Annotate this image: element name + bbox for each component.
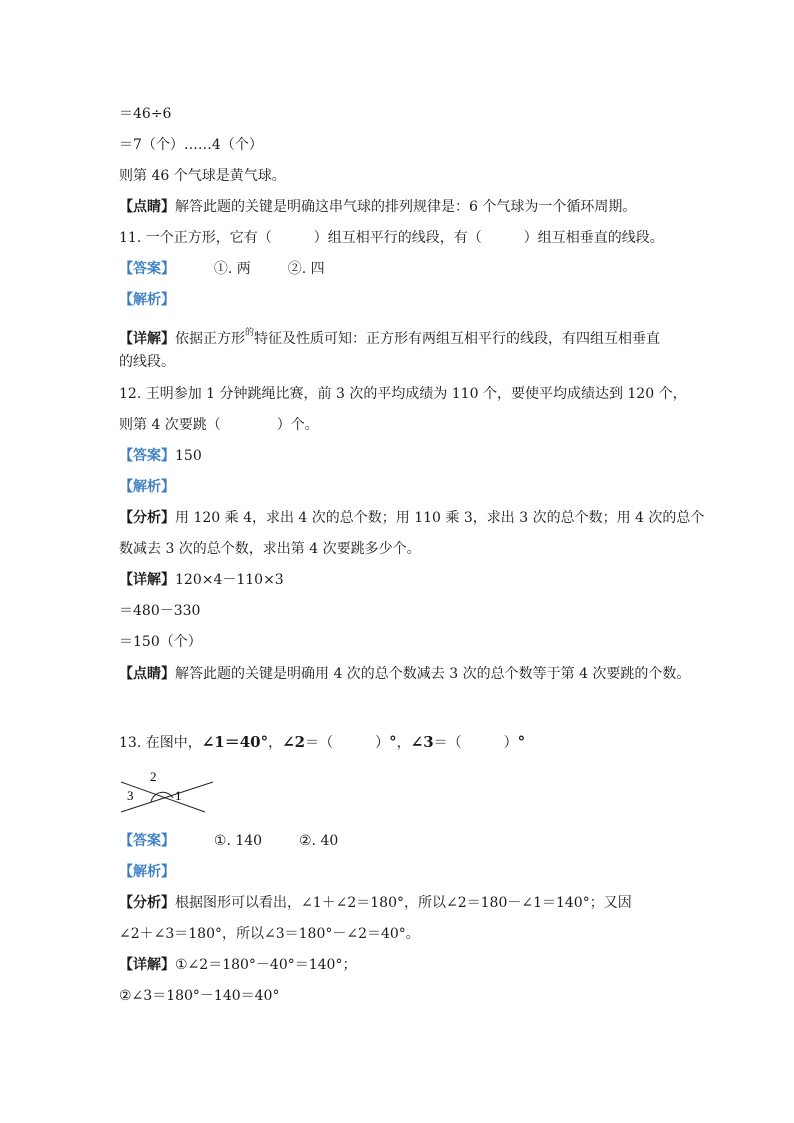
degree-sign: ° bbox=[389, 733, 397, 751]
fenxi-tag: 【分析】 bbox=[119, 895, 175, 911]
answer-2: ②. 四 bbox=[287, 261, 325, 277]
blank: ＝（ ） bbox=[305, 735, 390, 751]
comma: ， bbox=[268, 735, 283, 751]
answer-line bbox=[119, 446, 202, 466]
answer-tag: 【答案】 bbox=[119, 833, 175, 849]
analysis-tag bbox=[119, 290, 175, 310]
answer-tag: 【答案】 bbox=[119, 448, 175, 464]
intersecting-lines-figure bbox=[115, 768, 215, 816]
conclusion-line: 则第 46 个气球是黄气球。 bbox=[119, 168, 286, 184]
detail-text: ①∠2＝180°－40°＝140°； bbox=[175, 957, 357, 973]
fenxi-continued: 数减去 3 次的总个数，求出第 4 次要跳多少个。 bbox=[119, 541, 421, 557]
answer-line bbox=[119, 259, 325, 279]
answer-value: 150 bbox=[175, 448, 202, 464]
fenxi-text: 用 120 乘 4，求出 4 次的总个数；用 110 乘 3，求出 3 次的总个数；用 4 次的总个 bbox=[175, 510, 705, 526]
tip-text: 解答此题的关键是明确这串气球的排列规律是：6 个气球为一个循环周期。 bbox=[175, 199, 637, 215]
calc-line: ＝480－330 bbox=[119, 603, 201, 619]
tip-line bbox=[119, 197, 636, 217]
tip-text: 解答此题的关键是明确用 4 次的总个数减去 3 次的总个数等于第 4 次要跳的个数。 bbox=[175, 666, 691, 682]
fenxi-continued: ∠2＋∠3＝180°，所以∠3＝180°－∠2＝40°。 bbox=[119, 926, 420, 942]
question-12-cont: 则第 4 次要跳（ ）个。 bbox=[119, 417, 319, 433]
tip-tag: 【点睛】 bbox=[119, 666, 175, 682]
detail-continued: 的线段。 bbox=[119, 354, 175, 370]
calc-line: ②∠3＝180°－140＝40° bbox=[119, 988, 280, 1004]
detail-line bbox=[119, 323, 660, 349]
question-12: 12. 王明参加 1 分钟跳绳比赛，前 3 次的平均成绩为 110 个，要使平均成绩达到 120 个， bbox=[119, 386, 687, 402]
detail-text: 120×4－110×3 bbox=[175, 572, 284, 588]
superscript-de: 的 bbox=[245, 328, 255, 338]
blank: ＝（ ） bbox=[433, 735, 518, 751]
detail-line bbox=[119, 955, 356, 975]
analysis-label: 【解析】 bbox=[119, 479, 175, 495]
calc-line: ＝150（个） bbox=[119, 634, 202, 650]
detail-text: 依据正方形 bbox=[175, 331, 245, 347]
answer-2: ②. 40 bbox=[299, 833, 339, 849]
answer-line bbox=[119, 831, 338, 851]
fenxi-line bbox=[119, 893, 632, 913]
fenxi-tag: 【分析】 bbox=[119, 510, 175, 526]
analysis-label: 【解析】 bbox=[119, 864, 175, 880]
label-1: 1 bbox=[175, 788, 182, 803]
angle-2-label: ∠2 bbox=[282, 733, 306, 751]
question-11: 11. 一个正方形，它有（ ）组互相平行的线段，有（ ）组互相垂直的线段。 bbox=[119, 230, 664, 246]
detail-tag: 【详解】 bbox=[119, 572, 175, 588]
analysis-tag bbox=[119, 477, 175, 497]
answer-1: ①. 两 bbox=[213, 261, 251, 277]
tip-line bbox=[119, 664, 690, 684]
detail-tag: 【详解】 bbox=[119, 957, 175, 973]
question-13-prefix: 13. 在图中， bbox=[119, 735, 202, 751]
label-3: 3 bbox=[127, 788, 134, 803]
detail-text: 特征及性质可知：正方形有两组互相平行的线段，有四组互相垂直 bbox=[254, 331, 661, 347]
fenxi-line bbox=[119, 508, 704, 528]
detail-tag: 【详解】 bbox=[119, 331, 175, 347]
label-2: 2 bbox=[150, 769, 157, 784]
question-13 bbox=[119, 732, 525, 753]
comma: ， bbox=[396, 735, 411, 751]
analysis-tag bbox=[119, 862, 175, 882]
answer-1: ①. 140 bbox=[213, 833, 263, 849]
angle-3-label: ∠3 bbox=[410, 733, 434, 751]
analysis-label: 【解析】 bbox=[119, 292, 175, 308]
answer-tag: 【答案】 bbox=[119, 261, 175, 277]
calc-line: ＝7（个）……4（个） bbox=[119, 137, 263, 153]
detail-line bbox=[119, 570, 284, 590]
angle-1-given: ∠1＝40° bbox=[201, 733, 269, 751]
tip-tag: 【点睛】 bbox=[119, 199, 175, 215]
degree-sign: ° bbox=[517, 733, 526, 751]
calc-line: ＝46÷6 bbox=[119, 106, 172, 122]
fenxi-text: 根据图形可以看出，∠1＋∠2＝180°，所以∠2＝180－∠1＝140°；又因 bbox=[175, 895, 632, 911]
